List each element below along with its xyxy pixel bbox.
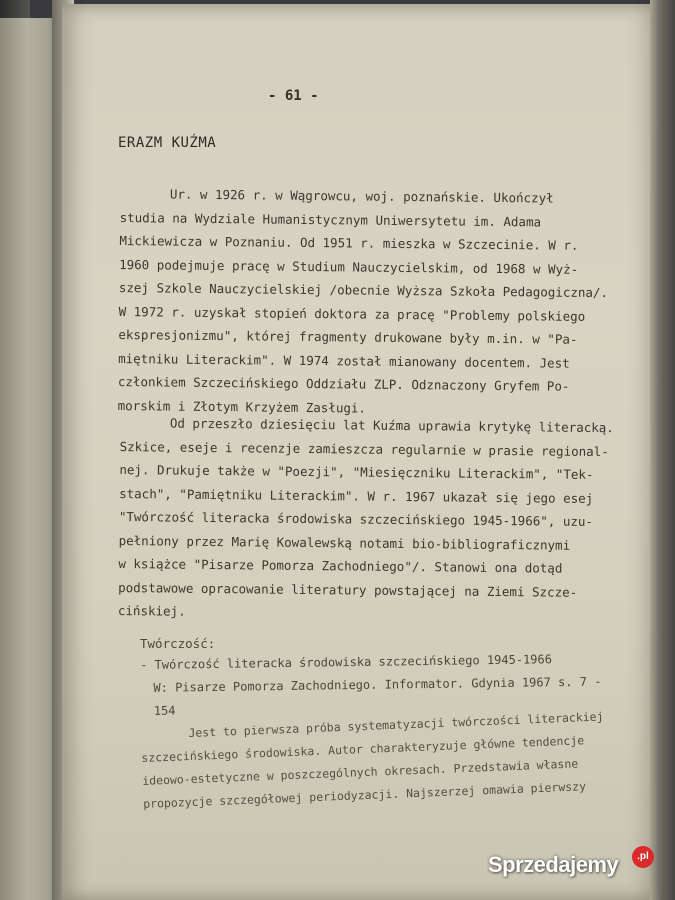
works-section-label: Twórczość: <box>140 636 216 651</box>
works-entry: - Twórczość literacka środowiska szczecińskiego 1945-1966 <box>140 652 553 672</box>
text-line: 1960 podejmuje pracę w Studium Nauczycielskim, od 1968 w Wyż- <box>119 256 579 277</box>
text-line: podstawowe opracowanie literatury powstającej na Ziemi Szcze- <box>118 579 578 600</box>
text-line: szczecińskiego środowiska. Autor charakteryzuje główne tendencje <box>141 733 585 765</box>
page-stack-edge <box>650 0 675 900</box>
text-line: Mickiewicza w Poznaniu. Od 1951 r. mieszka w Szczecinie. W r. <box>119 232 579 253</box>
left-page <box>0 18 60 900</box>
sprzedajemy-watermark: Sprzedajemy <box>488 852 619 877</box>
text-line: miętniku Literackim". W 1974 został mianowany docentem. Jest <box>118 350 570 371</box>
text-line: ekspresjonizmu", której fragmenty drukowane były m.in. w "Pa- <box>118 326 578 347</box>
biography-paragraph <box>117 182 609 422</box>
text-line: morskim i Złotym Krzyżem Zasługi. <box>117 397 367 416</box>
watermark-logo-dot: .pl <box>632 846 654 868</box>
works-entry-pages: 154 <box>153 703 176 718</box>
text-line: pełniony przez Marię Kowalewską notami bio-bibliograficznymi <box>118 532 571 553</box>
page-number: - 61 - <box>268 88 319 104</box>
criticism-paragraph <box>117 411 614 628</box>
text-line: stach", "Pamiętniku Literackim". W r. 1967 ukazał się jego esej <box>119 485 594 506</box>
author-heading: ERAZM KUŹMA <box>118 135 217 151</box>
text-line: Od przeszło dziesięciu lat Kuźma uprawia krytykę literacką. <box>169 415 614 436</box>
description-paragraph <box>140 705 623 816</box>
text-line: członkiem Szczecińskiego Oddziału ZLP. Odznaczony Gryfem Po- <box>117 373 570 394</box>
text-line: cińskiej. <box>117 602 186 619</box>
text-line: szej Szkole Nauczycielskiej /obecnie Wyższa Szkoła Pedagogiczna/. <box>118 279 609 301</box>
text-line: propozycje szczegółowej periodyzacji. Najszerzej omawia pierwszy <box>142 779 587 811</box>
text-line: "Twórczość literacka środowiska szczecińskiego 1945-1966", uzu- <box>118 508 594 529</box>
text-line: Jest to pierwsza próba systematyzacji twórczości literackiej <box>188 709 604 741</box>
text-line: Ur. w 1926 r. w Wągrowcu, woj. poznańskie. Ukończył <box>169 186 554 206</box>
text-line: W 1972 r. uzyskał stopień doktora za pracę "Problemy polskiego <box>118 303 586 324</box>
text-line: studia na Wydziale Humanistycznym Uniwersytetu im. Adama <box>119 209 542 229</box>
works-entry-source: W: Pisarze Pomorza Zachodniego. Informator. Gdynia 1967 s. 7 - <box>153 674 602 695</box>
text-line: Szkice, eseje i recenzje zamieszcza regularnie w prasie regional- <box>119 438 609 459</box>
text-line: nej. Drukuje także w "Poezji", "Miesięczniku Literackim", "Tek- <box>119 461 594 482</box>
text-line: ideowo-estetyczne w poszczególnych okresach. Przedstawia własne <box>142 756 579 788</box>
text-line: w książce "Pisarze Pomorza Zachodniego"/. Stanowi ona dotąd <box>118 555 563 576</box>
